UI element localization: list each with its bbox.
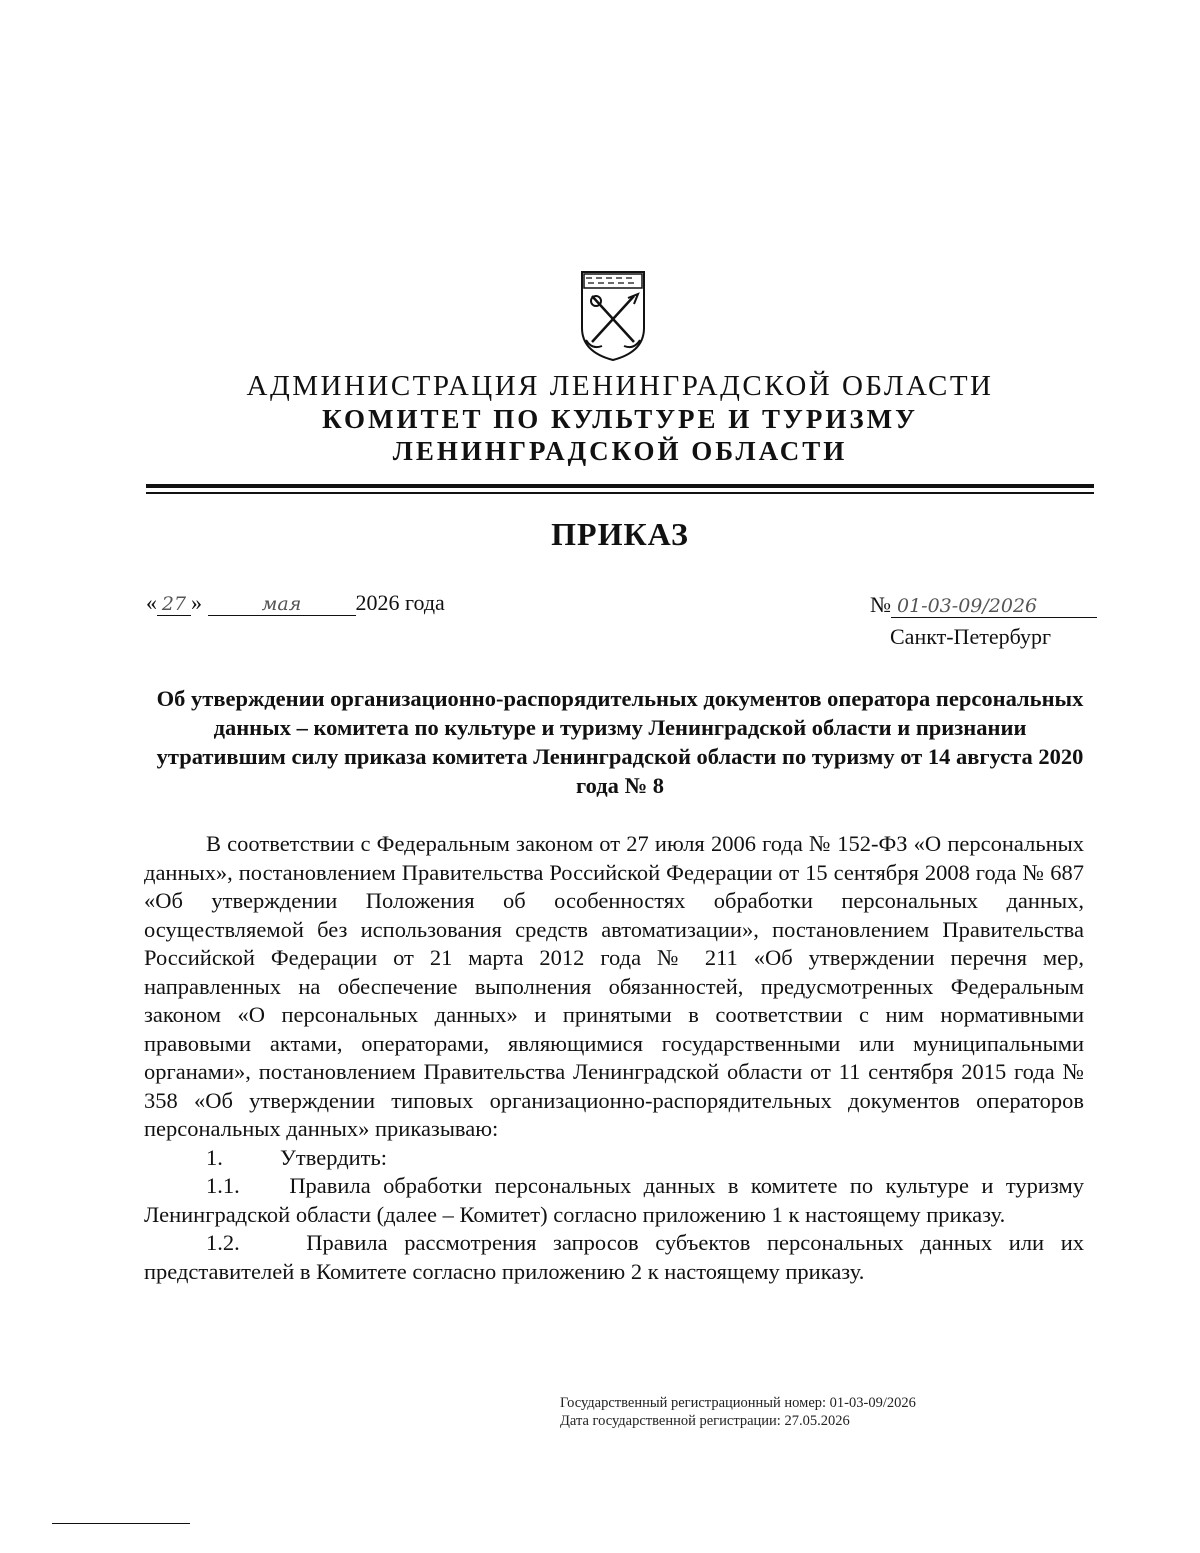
document-body bbox=[144, 830, 1084, 1286]
item-1-number: 1. bbox=[206, 1144, 223, 1170]
registration-number: Государственный регистрационный номер: 01-03-09/2026 bbox=[560, 1395, 916, 1411]
quote-open: « bbox=[146, 590, 157, 615]
item-1-2 bbox=[144, 1229, 1084, 1286]
city: Санкт-Петербург bbox=[890, 624, 1051, 649]
header-divider-thick bbox=[146, 484, 1094, 488]
org-name-line1: АДМИНИСТРАЦИЯ ЛЕНИНГРАДСКОЙ ОБЛАСТИ bbox=[246, 370, 994, 402]
number-handwritten: 01-03-09/2026 bbox=[891, 595, 1097, 618]
registration-stamp bbox=[560, 1394, 916, 1430]
document-subject: Об утверждении организационно-распорядительных документов оператора персональных данных – комитета по культуре и туризму Ленинградской области и признании утратившим силу приказа комитета Ленинградской области по туризму от 14 августа 2020 года № 8 bbox=[156, 686, 1084, 798]
preamble-paragraph: В соответствии с Федеральным законом от 27 июля 2006 года № 152-ФЗ «О персональных данных», постановлением Правительства Российской Федерации от 15 сентября 2008 года № 687 «Об утверждении Положения об особенностях обработки персональных данных, осуществляемой без использования средств автоматизации», постановлением Правительства Российской Федерации от 21 марта 2012 года № 211 «Об утверждении перечня мер, направленных на обеспечение выполнения обязанностей, предусмотренных Федеральным законом «О персональных данных» и принятыми в соответствии с ним нормативными правовыми актами, операторами, являющимися государственными или муниципальными органами», постановлением Правительства Ленинградской области от 11 сентября 2015 года № 358 «Об утверждении типовых организационно-распорядительных документов операторов персональных данных» приказываю: bbox=[144, 831, 1084, 1141]
item-1-text: Утвердить: bbox=[280, 1144, 388, 1170]
item-1-1-number: 1.1. bbox=[206, 1173, 240, 1198]
coat-of-arms-emblem bbox=[578, 266, 648, 362]
item-1-1 bbox=[144, 1172, 1084, 1229]
header-divider-thin bbox=[146, 492, 1094, 494]
footer-line bbox=[52, 1523, 190, 1524]
document-number bbox=[870, 592, 1097, 618]
item-1 bbox=[144, 1144, 1084, 1173]
quote-close: » bbox=[191, 590, 202, 615]
org-name-line3: ЛЕНИНГРАДСКОЙ ОБЛАСТИ bbox=[392, 436, 848, 466]
item-1-2-text: Правила рассмотрения запросов субъектов персональных данных или их представителей в Комитете согласно приложению 2 к настоящему приказу. bbox=[144, 1230, 1085, 1284]
registration-date: Дата государственной регистрации: 27.05.2026 bbox=[560, 1413, 850, 1429]
item-1-2-number: 1.2. bbox=[206, 1230, 240, 1255]
document-type-title: ПРИКАЗ bbox=[551, 516, 689, 552]
number-label: № bbox=[870, 592, 891, 617]
org-name-line2: КОМИТЕТ ПО КУЛЬТУРЕ И ТУРИЗМУ bbox=[322, 404, 918, 434]
day-handwritten: 27 bbox=[157, 593, 191, 616]
month-handwritten: мая bbox=[208, 593, 356, 616]
item-1-1-text: Правила обработки персональных данных в комитете по культуре и туризму Ленинградской области (далее – Комитет) согласно приложению 1 к настоящему приказу. bbox=[144, 1173, 1084, 1227]
year-text: 2026 года bbox=[355, 590, 445, 615]
document-date bbox=[146, 590, 445, 616]
